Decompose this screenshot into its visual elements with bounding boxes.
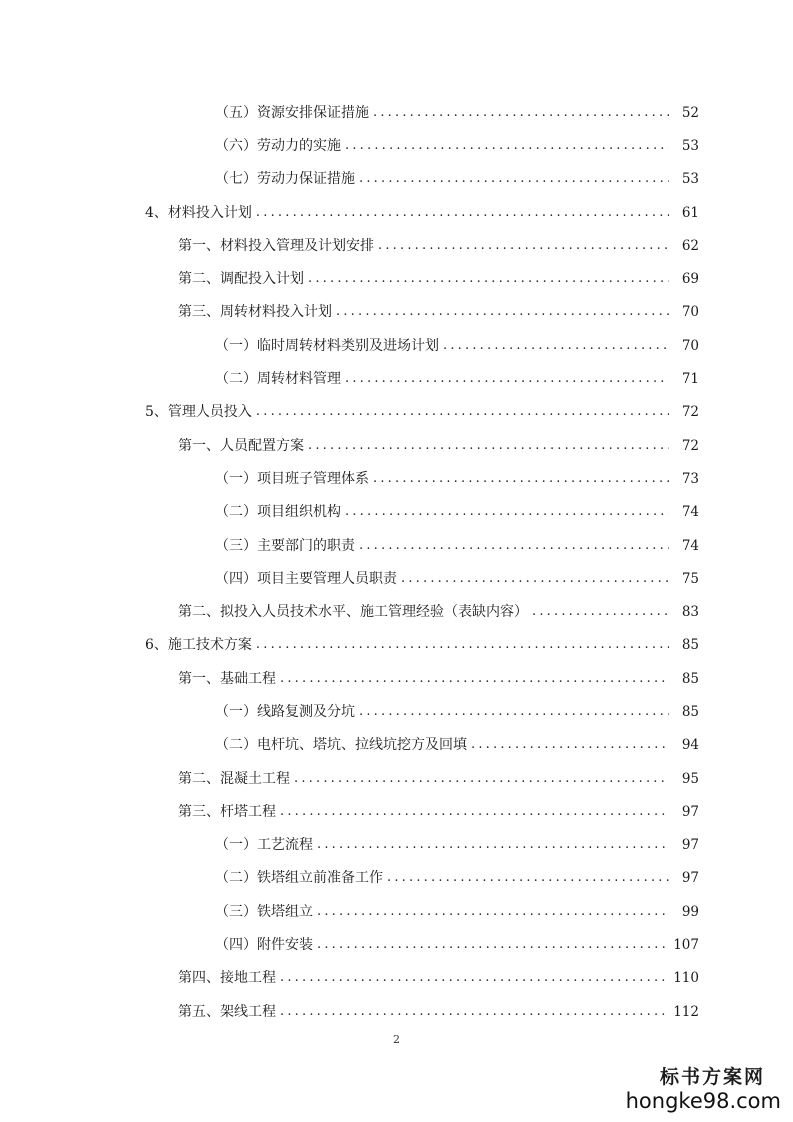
toc-entry-page: 73 [681, 470, 699, 487]
toc-entry[interactable] [0, 762, 793, 795]
toc-entry-page: 83 [681, 604, 699, 621]
toc-entry[interactable] [0, 496, 793, 529]
toc-entry-page: 61 [681, 204, 699, 221]
toc-entry-title: 第三、周转材料投入计划 [178, 304, 332, 321]
toc-entry-title: （三）铁塔组立 [215, 903, 313, 920]
toc-entry-title: （二）铁塔组立前准备工作 [215, 870, 383, 887]
toc-entry-page: 69 [681, 271, 699, 288]
page-number: 2 [393, 1033, 400, 1046]
toc-entry[interactable] [0, 96, 793, 129]
toc-entry-title: 第一、人员配置方案 [178, 437, 304, 454]
toc-entry-page: 110 [673, 970, 699, 987]
toc-entry-page: 62 [681, 237, 699, 254]
toc-entry-page: 85 [681, 703, 699, 720]
toc-entry-page: 72 [681, 404, 699, 421]
toc-entry-title: 第四、接地工程 [178, 970, 276, 987]
toc-dot-leader [280, 802, 669, 822]
toc-entry[interactable] [0, 928, 793, 961]
toc-entry-title: （四）附件安装 [215, 937, 313, 954]
toc-entry-title: 第二、混凝土工程 [178, 770, 290, 787]
toc-entry[interactable] [0, 262, 793, 295]
toc-entry[interactable] [0, 462, 793, 495]
toc-entry[interactable] [0, 595, 793, 628]
toc-entry-page: 70 [681, 337, 699, 354]
toc-dot-leader [308, 436, 669, 456]
toc-entry-page: 72 [681, 437, 699, 454]
toc-entry-title: （二）项目组织机构 [215, 504, 341, 521]
toc-dot-leader [317, 935, 669, 955]
toc-entry[interactable] [0, 362, 793, 395]
toc-entry-title: （一）工艺流程 [215, 837, 313, 854]
toc-entry-page: 74 [681, 504, 699, 521]
toc-dot-leader [401, 569, 669, 589]
toc-entry-title: 第一、基础工程 [178, 670, 276, 687]
toc-entry-title: 第五、架线工程 [178, 1003, 276, 1020]
toc-entry-page: 97 [681, 803, 699, 820]
toc-entry-title: 4、材料投入计划 [145, 204, 252, 221]
toc-entry-page: 52 [681, 104, 699, 121]
toc-dot-leader [387, 868, 669, 888]
toc-entry-page: 107 [673, 937, 699, 954]
toc-entry-page: 99 [681, 903, 699, 920]
toc-dot-leader [359, 536, 669, 556]
toc-dot-leader [317, 835, 669, 855]
toc-entry-title: 第三、杆塔工程 [178, 803, 276, 820]
toc-dot-leader [317, 902, 669, 922]
toc-dot-leader [294, 769, 669, 789]
toc-entry-title: （五）资源安排保证措施 [215, 104, 369, 121]
toc-dot-leader [471, 735, 669, 755]
toc-entry[interactable] [0, 862, 793, 895]
toc-entry[interactable] [0, 895, 793, 928]
toc-dot-leader [345, 502, 669, 522]
toc-entry[interactable] [0, 629, 793, 662]
toc-entry[interactable] [0, 829, 793, 862]
toc-entry[interactable] [0, 163, 793, 196]
toc-entry-page: 112 [673, 1003, 699, 1020]
toc-entry-title: 第一、材料投入管理及计划安排 [178, 237, 374, 254]
toc-entry[interactable] [0, 329, 793, 362]
toc-entry-page: 85 [681, 670, 699, 687]
toc-entry[interactable] [0, 995, 793, 1028]
toc-entry[interactable] [0, 795, 793, 828]
toc-entry-page: 94 [681, 737, 699, 754]
toc-dot-leader [256, 203, 669, 223]
toc-dot-leader [345, 369, 669, 389]
toc-dot-leader [359, 169, 669, 189]
watermark-url: hongke98.com [625, 1089, 781, 1113]
toc-entry-title: （一）临时周转材料类别及进场计划 [215, 337, 439, 354]
toc-dot-leader [256, 635, 669, 655]
toc-entry-title: 5、管理人员投入 [145, 404, 252, 421]
toc-dot-leader [378, 236, 669, 256]
toc-entry-page: 53 [681, 137, 699, 154]
toc-entry-title: （二）周转材料管理 [215, 371, 341, 388]
toc-entry-title: （四）项目主要管理人员职责 [215, 570, 397, 587]
toc-entry[interactable] [0, 729, 793, 762]
toc-entry[interactable] [0, 196, 793, 229]
toc-entry-page: 75 [681, 570, 699, 587]
toc-entry[interactable] [0, 695, 793, 728]
toc-dot-leader [373, 469, 669, 489]
toc-dot-leader [280, 968, 669, 988]
toc-entry[interactable] [0, 129, 793, 162]
toc-entry[interactable] [0, 229, 793, 262]
toc-entry-title: （三）主要部门的职责 [215, 537, 355, 554]
table-of-contents [0, 96, 793, 1028]
toc-entry-title: （一）线路复测及分坑 [215, 703, 355, 720]
toc-entry-page: 95 [681, 770, 699, 787]
toc-entry-page: 85 [681, 637, 699, 654]
toc-dot-leader [345, 136, 669, 156]
toc-dot-leader [532, 602, 669, 622]
toc-entry-page: 70 [681, 304, 699, 321]
toc-entry[interactable] [0, 296, 793, 329]
toc-dot-leader [373, 103, 669, 123]
toc-entry-title: （六）劳动力的实施 [215, 137, 341, 154]
toc-entry-title: （七）劳动力保证措施 [215, 171, 355, 188]
toc-dot-leader [280, 669, 669, 689]
toc-entry-page: 71 [681, 371, 699, 388]
toc-entry[interactable] [0, 662, 793, 695]
toc-dot-leader [336, 302, 669, 322]
toc-entry-title: （一）项目班子管理体系 [215, 470, 369, 487]
toc-dot-leader [280, 1002, 669, 1022]
toc-dot-leader [359, 702, 669, 722]
toc-entry-page: 53 [681, 171, 699, 188]
toc-dot-leader [308, 269, 669, 289]
toc-entry-title: （二）电杆坑、塔坑、拉线坑挖方及回填 [215, 737, 467, 754]
watermark [626, 1066, 781, 1114]
toc-entry-title: 第二、调配投入计划 [178, 271, 304, 288]
toc-entry-title: 6、施工技术方案 [145, 637, 252, 654]
toc-entry[interactable] [0, 396, 793, 429]
toc-entry-page: 74 [681, 537, 699, 554]
watermark-site-name: 标书方案网 [659, 1066, 765, 1088]
toc-entry[interactable] [0, 562, 793, 595]
toc-dot-leader [443, 336, 669, 356]
toc-entry-page: 97 [681, 837, 699, 854]
toc-entry[interactable] [0, 962, 793, 995]
toc-entry-page: 97 [681, 870, 699, 887]
toc-entry-title: 第二、拟投入人员技术水平、施工管理经验（表缺内容） [178, 604, 528, 621]
toc-entry[interactable] [0, 429, 793, 462]
toc-entry[interactable] [0, 529, 793, 562]
toc-dot-leader [256, 402, 669, 422]
